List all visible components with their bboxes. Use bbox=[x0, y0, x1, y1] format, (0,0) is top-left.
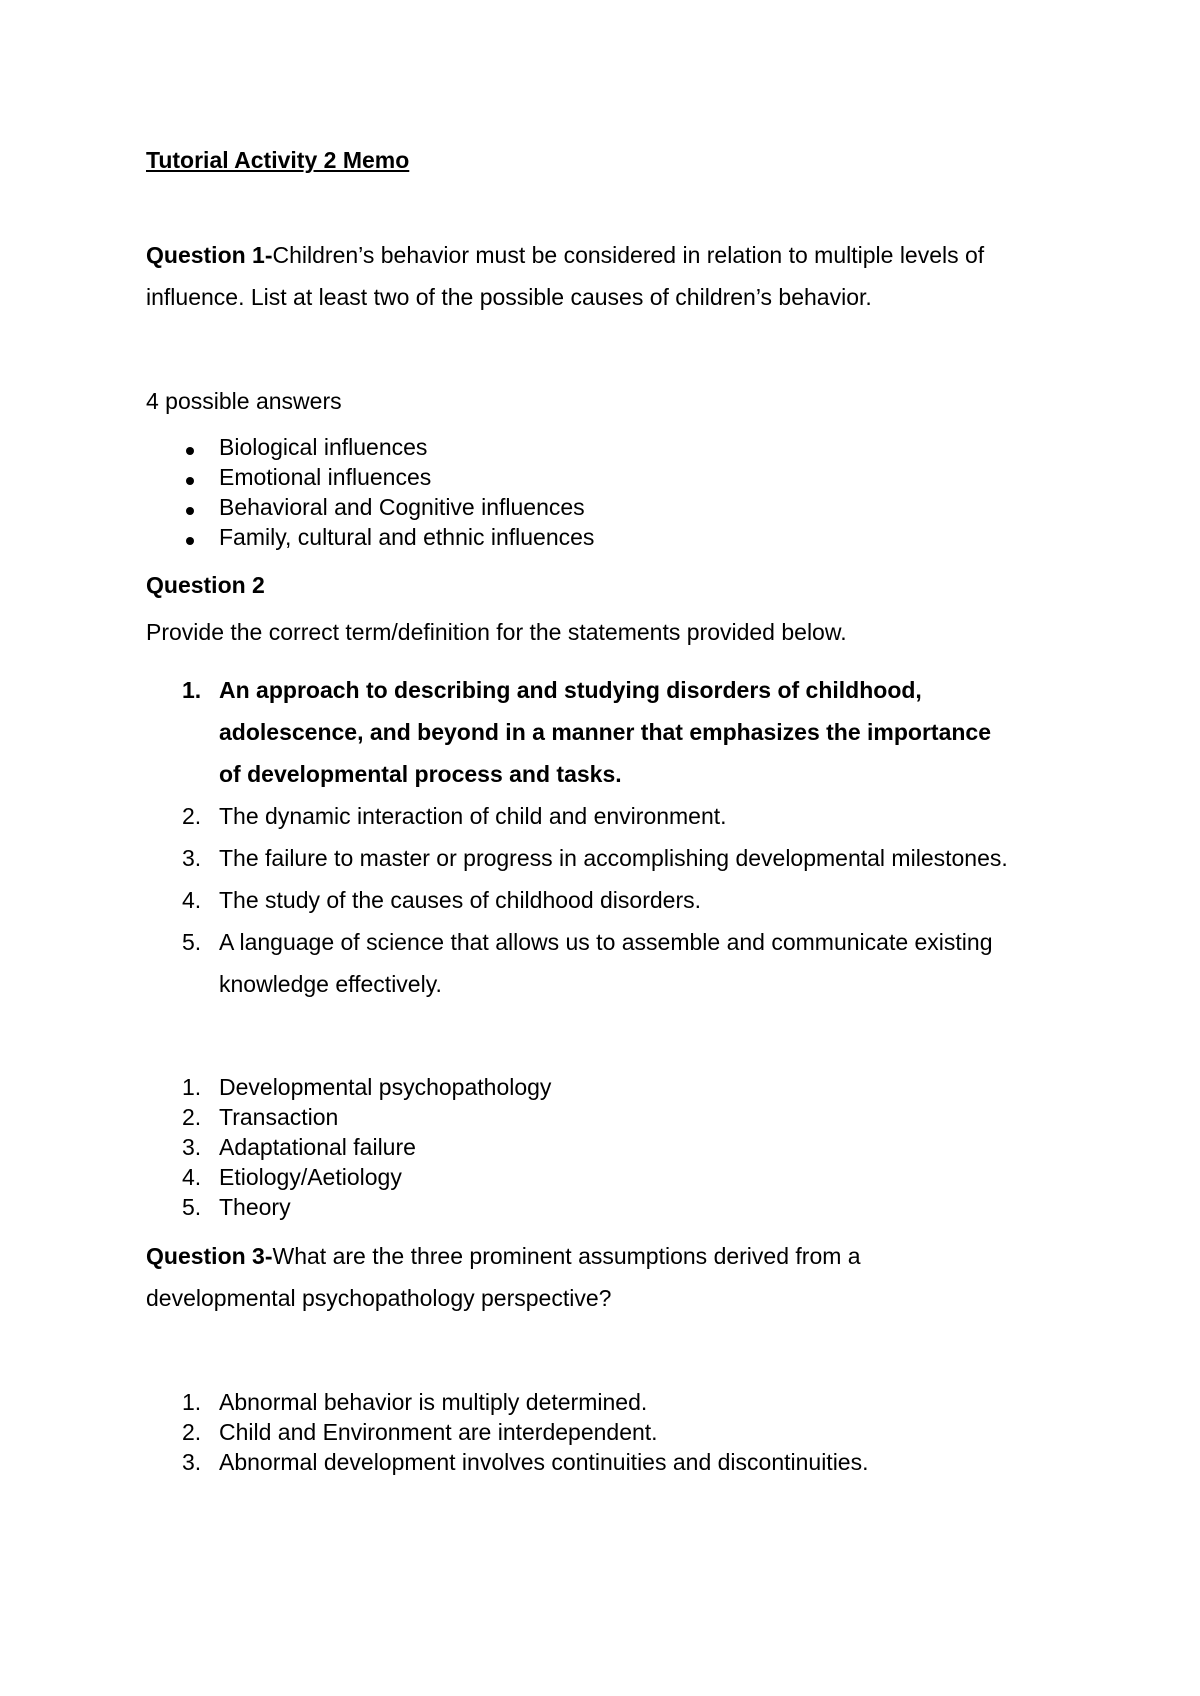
list-item: 2. Child and Environment are interdependent. bbox=[182, 1419, 658, 1445]
list-item: 1. Developmental psychopathology bbox=[182, 1074, 552, 1100]
list-item: 1. An approach to describing and studying disorders of childhood, adolescence, and beyond in a manner that emphasizes the importance of developmental process and tasks. bbox=[182, 677, 991, 787]
question-1-text-line2: influence. List at least two of the possible causes of children’s behavior. bbox=[146, 284, 872, 310]
list-item: 4. Etiology/Aetiology bbox=[182, 1164, 402, 1190]
list-item: 3. The failure to master or progress in accomplishing developmental milestones. bbox=[182, 845, 1008, 871]
bullet-icon bbox=[186, 447, 194, 455]
list-item: 5. A language of science that allows us to assemble and communicate existing knowledge effectively. bbox=[182, 929, 993, 997]
question-2-label: Question 2 bbox=[146, 572, 265, 598]
bullet-icon bbox=[186, 507, 194, 515]
question-3-text-line2: developmental psychopathology perspective? bbox=[146, 1285, 612, 1311]
question-2-answer-list bbox=[146, 1072, 551, 1222]
list-item: Emotional influences bbox=[146, 462, 594, 492]
page-title: Tutorial Activity 2 Memo bbox=[146, 147, 410, 173]
question-2-statement-list bbox=[146, 669, 1008, 1005]
list-item: 2. The dynamic interaction of child and environment. bbox=[182, 803, 727, 829]
list-item: Biological influences bbox=[146, 432, 594, 462]
question-3-answer-list bbox=[146, 1387, 868, 1477]
list-item: 5. Theory bbox=[182, 1194, 291, 1220]
bullet-icon bbox=[186, 477, 194, 485]
list-item: 1. Abnormal behavior is multiply determined. bbox=[182, 1389, 648, 1415]
question-2-instruction: Provide the correct term/definition for the statements provided below. bbox=[146, 619, 847, 645]
list-item: 4. The study of the causes of childhood disorders. bbox=[182, 887, 702, 913]
question-3-label: Question 3- bbox=[146, 1243, 273, 1269]
list-item: 3. Abnormal development involves continuities and discontinuities. bbox=[182, 1449, 869, 1475]
list-item: Family, cultural and ethnic influences bbox=[146, 522, 594, 552]
question-1-answer-list bbox=[146, 432, 594, 552]
question-1-text-line1: Children’s behavior must be considered in relation to multiple levels of bbox=[272, 242, 985, 268]
bullet-icon bbox=[186, 537, 194, 545]
question-1-label: Question 1- bbox=[146, 242, 273, 268]
question-1 bbox=[146, 234, 984, 276]
list-item: 3. Adaptational failure bbox=[182, 1134, 416, 1160]
list-item: 2. Transaction bbox=[182, 1104, 339, 1130]
question-1-answers-intro: 4 possible answers bbox=[146, 388, 342, 414]
question-3 bbox=[146, 1235, 861, 1277]
question-3-text-line1: What are the three prominent assumptions derived from a bbox=[272, 1243, 861, 1269]
list-item: Behavioral and Cognitive influences bbox=[146, 492, 594, 522]
